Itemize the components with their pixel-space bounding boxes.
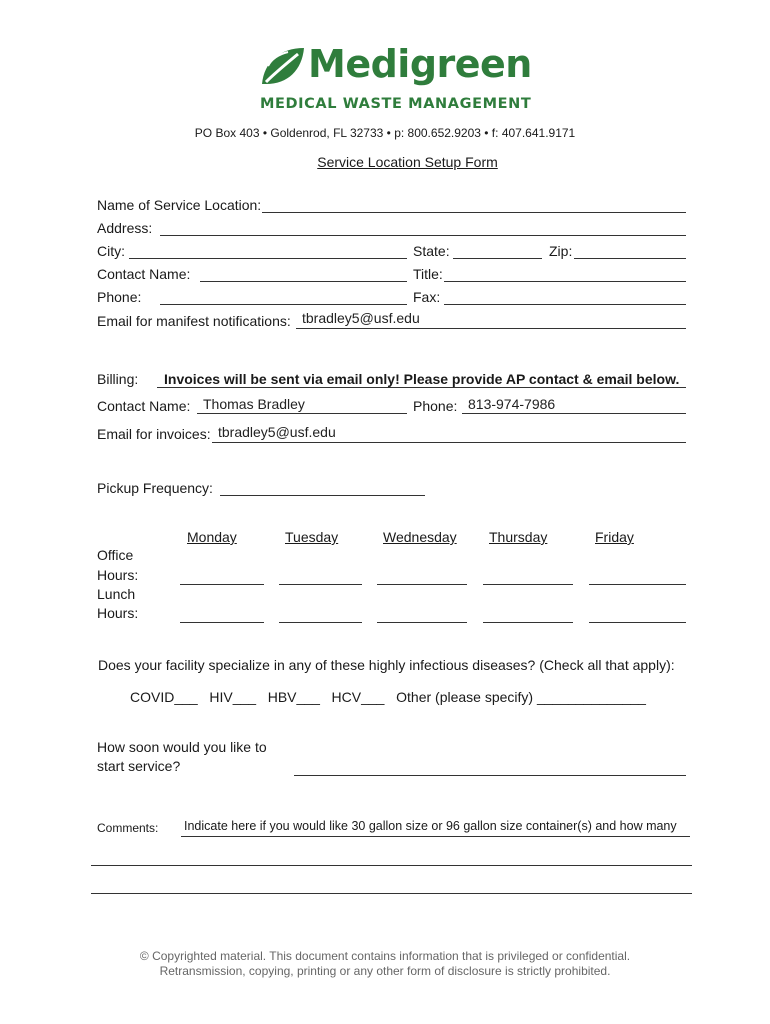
billing-contact-value: Thomas Bradley: [203, 396, 305, 412]
comments-field-3[interactable]: [91, 893, 692, 894]
invoice-email-value: tbradley5@usf.edu: [218, 424, 336, 440]
office-hours-tuesday[interactable]: [279, 584, 362, 585]
company-address: PO Box 403 • Goldenrod, FL 32733 • p: 800.652.9203 • f: 407.641.9171: [194, 126, 576, 140]
service-location-field[interactable]: [262, 212, 686, 213]
contact-name-label: Contact Name:: [97, 266, 191, 282]
state-field[interactable]: [453, 258, 542, 259]
contact-name-field[interactable]: [200, 281, 407, 282]
title-field[interactable]: [444, 281, 686, 282]
office-hours-monday[interactable]: [180, 584, 264, 585]
fax-field[interactable]: [444, 304, 686, 305]
lunch-hours-thursday[interactable]: [483, 622, 573, 623]
form-title: Service Location Setup Form: [317, 154, 498, 170]
footer-copyright-line-1: © Copyrighted material. This document contains information that is privileged or confidential.: [139, 949, 631, 963]
lunch-hours-friday[interactable]: [589, 622, 686, 623]
lunch-hours-tuesday[interactable]: [279, 622, 362, 623]
city-field[interactable]: [129, 258, 407, 259]
billing-phone-label: Phone:: [413, 398, 458, 414]
billing-note: Invoices will be sent via email only! Please provide AP contact & email below.: [164, 371, 680, 387]
invoice-email-field[interactable]: [212, 442, 686, 443]
start-service-label-2: start service?: [97, 758, 181, 774]
phone-label: Phone:: [97, 289, 142, 305]
comments-field-2[interactable]: [91, 865, 692, 866]
billing-phone-field[interactable]: [462, 413, 686, 414]
zip-field[interactable]: [574, 258, 686, 259]
pickup-frequency-field[interactable]: [220, 495, 425, 496]
billing-label: Billing:: [97, 371, 139, 387]
office-hours-friday[interactable]: [589, 584, 686, 585]
diseases-question: Does your facility specialize in any of these highly infectious diseases? (Check all that apply):: [98, 657, 675, 673]
start-service-field[interactable]: [294, 775, 686, 776]
brand-name: Medigreen: [308, 42, 532, 86]
billing-phone-value: 813-974-7986: [468, 396, 556, 412]
footer-copyright-line-2: Retransmission, copying, printing or any other form of disclosure is strictly prohibited.: [159, 964, 611, 978]
brand-tagline: MEDICAL WASTE MANAGEMENT: [260, 96, 532, 112]
office-hours-label-2: Hours:: [97, 567, 139, 583]
fax-label: Fax:: [413, 289, 441, 305]
phone-field[interactable]: [160, 304, 407, 305]
lunch-hours-label-2: Hours:: [97, 605, 139, 621]
diseases-options[interactable]: COVID___ HIV___ HBV___ HCV___ Other (please specify) ______________: [130, 689, 646, 705]
lunch-hours-wednesday[interactable]: [377, 622, 467, 623]
billing-field[interactable]: [157, 387, 686, 388]
service-location-label: Name of Service Location:: [97, 197, 262, 213]
manifest-email-field[interactable]: [296, 328, 686, 329]
comments-field-1[interactable]: [181, 836, 690, 837]
day-tuesday: Tuesday: [285, 529, 339, 545]
manifest-email-label: Email for manifest notifications:: [97, 313, 291, 329]
title-label: Title:: [413, 266, 443, 282]
pickup-frequency-label: Pickup Frequency:: [97, 480, 213, 496]
state-label: State:: [413, 243, 450, 259]
comments-value: Indicate here if you would like 30 gallon size or 96 gallon size container(s) and how many: [184, 819, 677, 833]
leaf-logo-icon: [258, 44, 306, 88]
day-thursday: Thursday: [489, 529, 548, 545]
city-label: City:: [97, 243, 125, 259]
office-hours-wednesday[interactable]: [377, 584, 467, 585]
day-friday: Friday: [595, 529, 634, 545]
invoice-email-label: Email for invoices:: [97, 426, 211, 442]
billing-contact-field[interactable]: [197, 413, 407, 414]
comments-label: Comments:: [97, 821, 159, 835]
office-hours-thursday[interactable]: [483, 584, 573, 585]
address-label: Address:: [97, 220, 153, 236]
lunch-hours-label-1: Lunch: [97, 586, 136, 602]
billing-contact-label: Contact Name:: [97, 398, 191, 414]
zip-label: Zip:: [549, 243, 573, 259]
address-field[interactable]: [160, 235, 686, 236]
lunch-hours-monday[interactable]: [180, 622, 264, 623]
day-monday: Monday: [187, 529, 237, 545]
start-service-label-1: How soon would you like to: [97, 739, 267, 755]
office-hours-label-1: Office: [97, 547, 134, 563]
manifest-email-value: tbradley5@usf.edu: [302, 310, 420, 326]
day-wednesday: Wednesday: [383, 529, 457, 545]
